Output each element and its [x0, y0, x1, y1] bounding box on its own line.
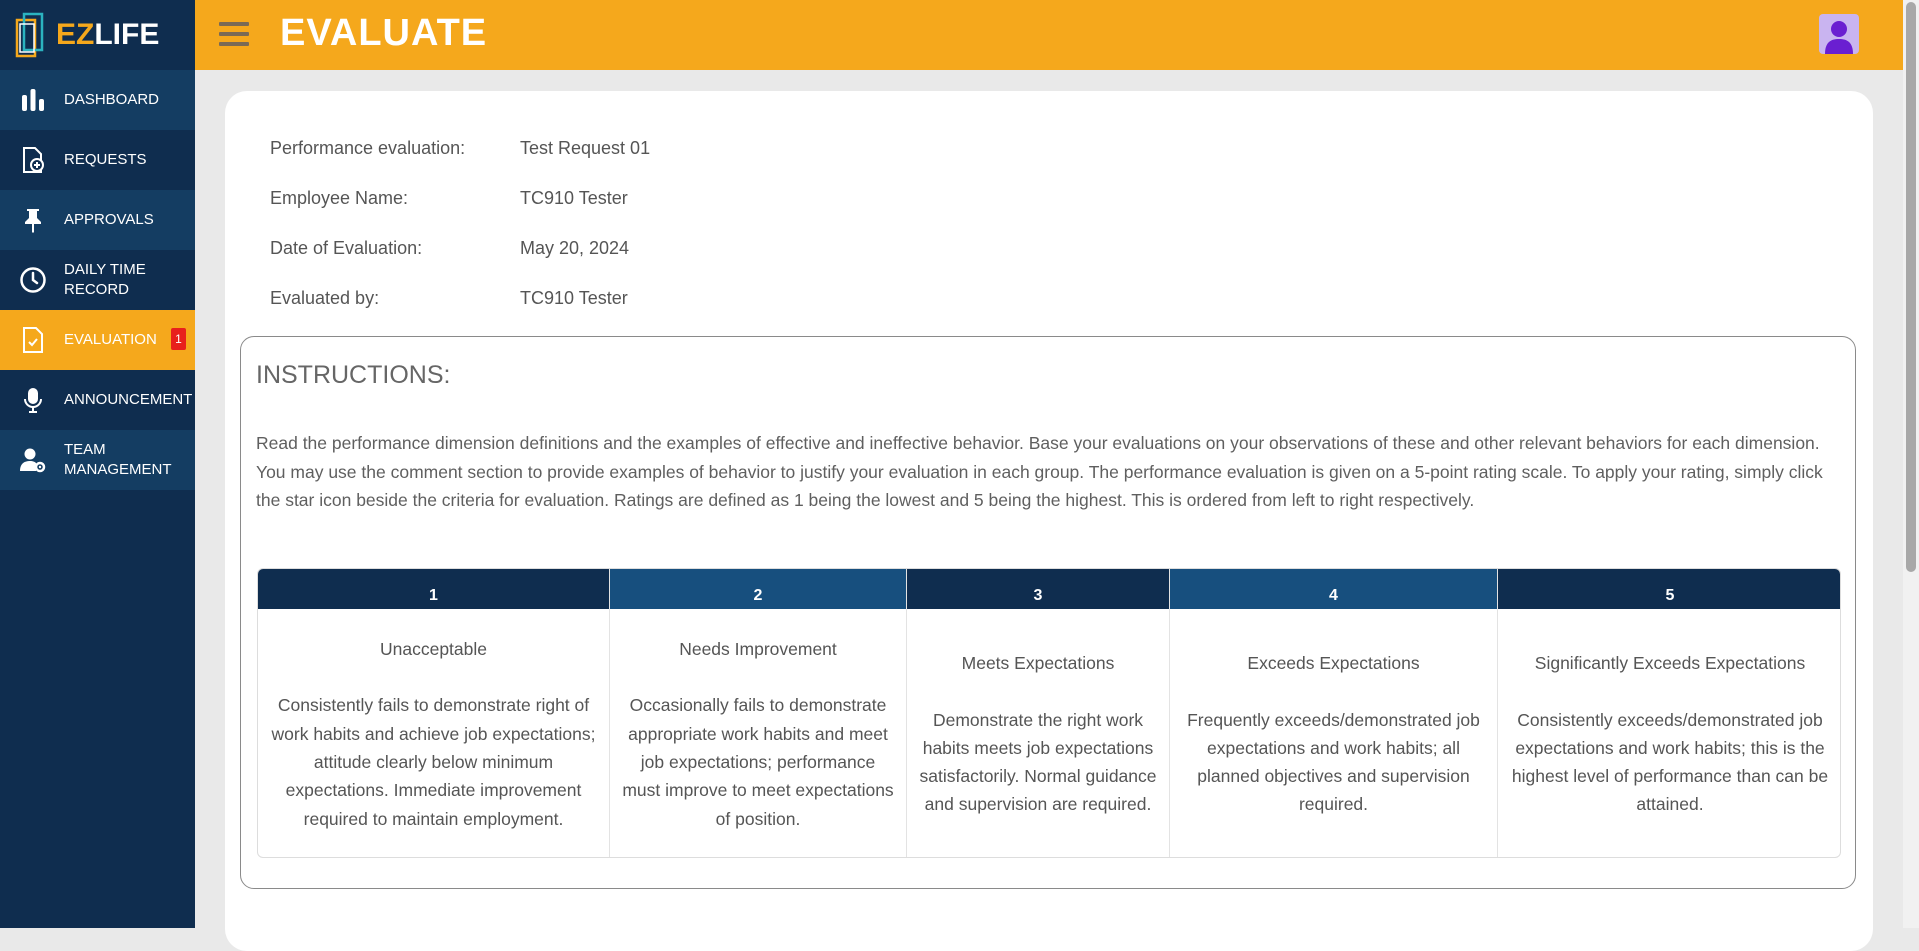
scrollbar-thumb[interactable] [1906, 2, 1916, 572]
logo-text: EZLIFE [56, 18, 160, 51]
sidebar-item-team-management[interactable] [0, 430, 195, 490]
rating-body-2 [610, 609, 906, 858]
sidebar-item-announcement[interactable] [0, 370, 195, 430]
rating-body-3 [907, 609, 1169, 858]
sidebar-item-label: TEAM MANAGEMENT [64, 441, 172, 478]
rating-header-2: 2 [610, 569, 906, 609]
rating-description: Occasionally fails to demonstrate appropriate work habits and meet job expectations; performance must improve to meet expectations of position. [622, 695, 894, 829]
rating-column-2 [610, 569, 907, 858]
sidebar [0, 0, 195, 928]
hamburger-menu-icon[interactable] [219, 22, 249, 48]
sidebar-item-requests[interactable] [0, 130, 195, 190]
evaluated-by-label: Evaluated by: [270, 288, 380, 308]
instructions-title: INSTRUCTIONS: [256, 361, 451, 389]
performance-evaluation-label: Performance evaluation: [270, 138, 466, 158]
rating-header-5: 5 [1498, 569, 1841, 609]
rating-column-1 [258, 569, 610, 858]
sidebar-item-label: REQUESTS [64, 151, 147, 168]
logo-icon [14, 10, 48, 60]
rating-name: Exceeds Expectations [1247, 653, 1420, 674]
user-avatar-icon[interactable] [1819, 14, 1859, 54]
sidebar-item-daily-time-record[interactable] [0, 250, 195, 310]
rating-body-1 [258, 609, 609, 858]
clock-icon [18, 265, 48, 295]
user-gear-icon [18, 445, 48, 475]
rating-name: Needs Improvement [679, 639, 837, 660]
file-plus-icon [18, 145, 48, 175]
employee-name-value: TC910 Tester [520, 188, 628, 208]
sidebar-item-evaluation[interactable] [0, 310, 195, 370]
rating-description: Frequently exceeds/demonstrated job expectations and work habits; all planned objectives and supervision required. [1187, 709, 1480, 815]
microphone-icon [18, 385, 48, 415]
sidebar-item-label: ANNOUNCEMENT [64, 391, 193, 408]
sidebar-item-label: DAILY TIME RECORD [64, 261, 146, 298]
rating-name: Meets Expectations [961, 653, 1115, 674]
pin-icon [18, 205, 48, 235]
evaluated-by-value: TC910 Tester [520, 288, 628, 308]
employee-name-label: Employee Name: [270, 188, 409, 208]
rating-header-1: 1 [258, 569, 609, 609]
rating-scale-table [257, 568, 1841, 858]
page-title: EVALUATE [280, 12, 488, 54]
rating-header-4: 4 [1170, 569, 1497, 609]
rating-header-3: 3 [907, 569, 1169, 609]
app-logo[interactable] [0, 0, 195, 70]
bar-chart-icon [18, 85, 48, 115]
rating-column-4 [1170, 569, 1498, 858]
evaluation-card [225, 91, 1873, 951]
page-scrollbar[interactable] [1903, 0, 1919, 928]
instructions-panel [240, 336, 1856, 889]
date-of-evaluation-label: Date of Evaluation: [270, 238, 423, 258]
rating-description: Consistently fails to demonstrate right of work habits and achieve job expectations; attitude clearly below minimum expectations. Immediate improvement required to maintain employment. [271, 695, 596, 829]
top-bar [195, 0, 1903, 70]
sidebar-item-label: APPROVALS [64, 211, 154, 228]
notification-badge: 1 [171, 328, 186, 350]
performance-evaluation-value: Test Request 01 [520, 138, 651, 158]
rating-description: Demonstrate the right work habits meets job expectations satisfactorily. Normal guidance and supervision are required. [919, 709, 1157, 815]
sidebar-item-dashboard[interactable] [0, 70, 195, 130]
instructions-text: Read the performance dimension definitions and the examples of effective and ineffective behavior. Base your evaluations on your observations of these and other relevant behaviors for each dimension. You may use the comment section to provide examples of behavior to justify your evaluation in each group. The performance evaluation is given on a 5-point rating scale. To apply your rating, simply click the star icon beside the criteria for evaluation. Ratings are defined as 1 being the lowest and 5 being the highest. This is ordered from left to right respectively. [256, 433, 1823, 510]
rating-body-5 [1498, 609, 1841, 858]
rating-column-5 [1498, 569, 1841, 858]
rating-description: Consistently exceeds/demonstrated job expectations and work habits; this is the highest level of performance than can be attained. [1511, 709, 1829, 815]
rating-name: Significantly Exceeds Expectations [1534, 653, 1806, 674]
sidebar-item-approvals[interactable] [0, 190, 195, 250]
rating-body-4 [1170, 609, 1497, 858]
sidebar-item-label: DASHBOARD [64, 91, 160, 108]
file-check-icon [18, 325, 48, 355]
sidebar-item-label: EVALUATION [64, 331, 157, 348]
rating-column-3 [907, 569, 1170, 858]
rating-name: Unacceptable [379, 639, 488, 660]
date-of-evaluation-value: May 20, 2024 [520, 238, 630, 258]
